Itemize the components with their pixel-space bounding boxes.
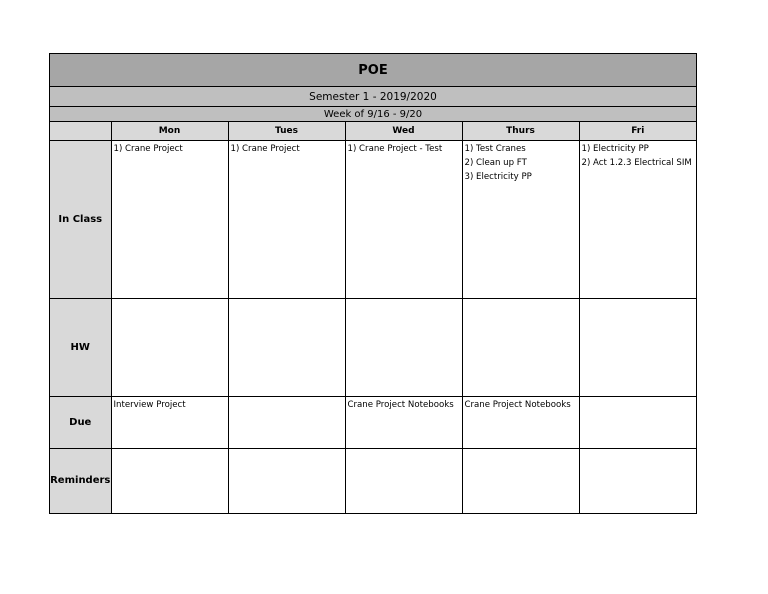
day-header-mon: Mon (111, 122, 228, 141)
cell-line: Crane Project Notebooks (347, 400, 454, 410)
cell-line: 2) Act 1.2.3 Electrical SIM (581, 158, 692, 168)
cell-hw-mon[interactable] (111, 299, 228, 397)
cell-line: 3) Electricity PP (464, 172, 532, 182)
cell-line: Interview Project (113, 400, 186, 410)
cell-line: Crane Project Notebooks (464, 400, 571, 410)
cell-hw-fri[interactable] (579, 299, 696, 397)
cell-reminders-tues[interactable] (228, 449, 345, 513)
row-hw (50, 299, 696, 397)
day-header-tues: Tues (228, 122, 345, 141)
day-header-wed: Wed (345, 122, 462, 141)
planner-sheet (49, 53, 697, 514)
corner-cell (50, 122, 111, 141)
cell-in-class-wed[interactable] (345, 141, 462, 299)
cell-line: 1) Crane Project (230, 144, 300, 154)
cell-due-thurs[interactable] (462, 397, 579, 449)
cell-line: 1) Electricity PP (581, 144, 649, 154)
row-in-class (50, 141, 696, 299)
row-due (50, 397, 696, 449)
cell-reminders-fri[interactable] (579, 449, 696, 513)
row-reminders (50, 449, 696, 513)
cell-due-fri[interactable] (579, 397, 696, 449)
cell-due-mon[interactable] (111, 397, 228, 449)
cell-hw-thurs[interactable] (462, 299, 579, 397)
cell-reminders-thurs[interactable] (462, 449, 579, 513)
cell-due-tues[interactable] (228, 397, 345, 449)
cell-hw-wed[interactable] (345, 299, 462, 397)
cell-reminders-mon[interactable] (111, 449, 228, 513)
planner-title: POE (50, 54, 696, 87)
cell-in-class-tues[interactable] (228, 141, 345, 299)
semester-label: Semester 1 - 2019/2020 (50, 87, 696, 107)
schedule-table (50, 122, 696, 513)
row-label-due: Due (50, 397, 111, 449)
day-header-row (50, 122, 696, 141)
row-label-hw: HW (50, 299, 111, 397)
cell-reminders-wed[interactable] (345, 449, 462, 513)
cell-line: 1) Test Cranes (464, 144, 526, 154)
cell-in-class-mon[interactable] (111, 141, 228, 299)
cell-in-class-thurs[interactable] (462, 141, 579, 299)
cell-line: 2) Clean up FT (464, 158, 527, 168)
day-header-thurs: Thurs (462, 122, 579, 141)
cell-due-wed[interactable] (345, 397, 462, 449)
cell-line: 1) Crane Project - Test (347, 144, 443, 154)
day-header-fri: Fri (579, 122, 696, 141)
row-label-reminders: Reminders (50, 449, 111, 513)
row-label-in-class: In Class (50, 141, 111, 299)
cell-hw-tues[interactable] (228, 299, 345, 397)
week-label: Week of 9/16 - 9/20 (50, 107, 696, 122)
cell-line: 1) Crane Project (113, 144, 183, 154)
cell-in-class-fri[interactable] (579, 141, 696, 299)
